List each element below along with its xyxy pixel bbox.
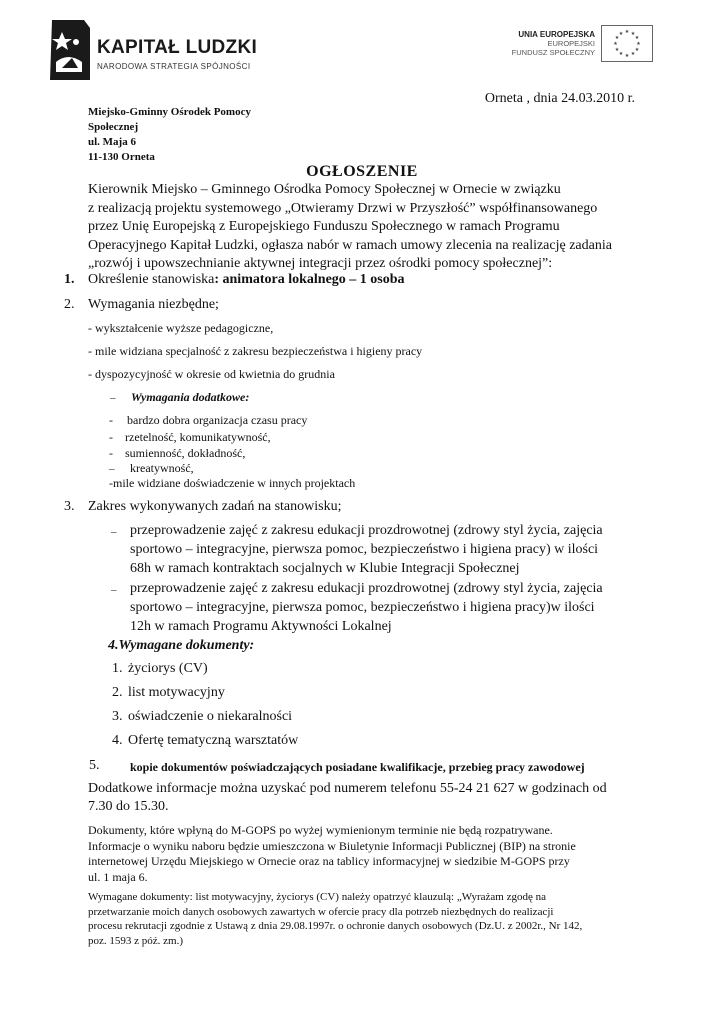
task-description — [130, 579, 639, 636]
document-item: list motywacyjny — [128, 685, 225, 700]
task-line: sportowo – integracyjne, pierwsza pomoc, bezpieczeństwo i higiena pracy) w ilości — [130, 542, 599, 557]
document-number: 2. — [112, 685, 123, 700]
item1-text — [88, 272, 405, 288]
intro-line: Kierownik Miejsko – Gminnego Ośrodka Pomocy Społecznej w Ornecie w związku — [88, 182, 561, 197]
item2-number: 2. — [64, 297, 75, 312]
document-item: Ofertę tematyczną warsztatów — [128, 733, 299, 748]
document-date: Orneta , dnia 24.03.2010 r. — [484, 91, 635, 106]
required-documents-title: 4.Wymagane dokumenty: — [108, 638, 255, 653]
item5-number: 5. — [89, 758, 100, 773]
eu-label-line2: EUROPEJSKI — [547, 39, 595, 48]
documents-note — [88, 823, 638, 885]
extra-bullet: - — [109, 430, 113, 444]
extra-bullet: - — [109, 413, 113, 427]
org-line: Społecznej — [88, 121, 139, 133]
svg-text:★: ★ — [614, 47, 620, 53]
note-line: ul. 1 maja 6. — [88, 869, 148, 884]
clause-line: przetwarzanie moich danych osobowych zawartych w ofercie pracy dla potrzeb niezbędnych do realizacji — [88, 905, 554, 918]
eu-label — [512, 30, 595, 57]
svg-text:★: ★ — [614, 35, 620, 41]
kapital-ludzki-title: KAPITAŁ LUDZKI — [97, 37, 258, 58]
clause-line: Wymagane dokumenty: list motywacyjny, życiorys (CV) należy opatrzyć klauzulą: „Wyrażam zgodę na — [88, 891, 546, 903]
svg-text:★: ★ — [634, 47, 640, 53]
task-line: sportowo – integracyjne, pierwsza pomoc, bezpieczeństwo i higiena pracy)w ilości — [130, 600, 595, 615]
note-line: Informacje o wyniku naboru będzie umieszczona w Biuletynie Informacji Publicznej (BIP) na stronie — [88, 838, 576, 853]
task-line: 68h w ramach kontraktach socjalnych w Klubie Integracji Społecznej — [130, 561, 520, 576]
extra-bullet: - — [109, 446, 113, 460]
document-number: 3. — [112, 709, 123, 724]
document-item: życiorys (CV) — [128, 661, 208, 676]
intro-paragraph — [88, 181, 637, 274]
svg-text:★: ★ — [618, 51, 624, 57]
task-description — [130, 521, 639, 578]
intro-line: przez Unię Europejską z Europejskiego Funduszu Społecznego w ramach Programu — [88, 219, 560, 234]
kapital-ludzki-subtitle: NARODOWA STRATEGIA SPÓJNOŚCI — [97, 62, 251, 71]
document-number: 4. — [112, 733, 123, 748]
contact-line: Dodatkowe informacje można uzyskać pod numerem telefonu 55-24 21 627 w godzinach od — [88, 781, 607, 796]
extra-requirement: kreatywność, — [130, 461, 194, 475]
svg-text:★: ★ — [634, 35, 640, 41]
org-line: ul. Maja 6 — [88, 136, 136, 148]
note-line: internetowej Urzędu Miejskiego w Ornecie oraz na tablicy informacyjnej w siedzibie M-GOPS przy — [88, 854, 570, 868]
contact-info — [88, 780, 638, 816]
item3-number: 3. — [64, 499, 75, 514]
svg-text:★: ★ — [636, 41, 641, 47]
document-heading: OGŁOSZENIE — [306, 163, 418, 180]
extra-requirement: -mile widziane doświadczenie w innych projektach — [109, 476, 356, 490]
task-line: przeprowadzenie zajęć z zakresu edukacji prozdrowotnej (zdrowy styl życia, zajęcia — [130, 581, 603, 596]
extra-requirement: sumienność, dokładność, — [125, 446, 246, 460]
svg-text:★: ★ — [630, 31, 636, 37]
eu-flag-icon — [601, 25, 653, 62]
item1-value: : animatora lokalnego – 1 osoba — [214, 272, 405, 287]
requirement: - wykształcenie wyższe pedagogiczne, — [88, 321, 274, 335]
extra-dash: – — [110, 392, 116, 404]
requirement: - mile widziana specjalność z zakresu bezpieczeństwa i higieny pracy — [88, 344, 423, 358]
organization-address — [88, 105, 251, 165]
item1-label: Określenie stanowiska — [88, 272, 215, 287]
extra-requirement: bardzo dobra organizacja czasu pracy — [127, 413, 308, 427]
note-line: Dokumenty, które wpłyną do M-GOPS po wyżej wymienionym terminie nie będą rozpatrywane. — [88, 823, 553, 837]
intro-line: z realizacją projektu systemowego „Otwieramy Drzwi w Przyszłość” współfinansowanego — [88, 200, 598, 216]
org-line: Miejsko-Gminny Ośrodek Pomocy — [88, 106, 251, 118]
item1-number: 1. — [64, 272, 75, 287]
extra-bullet: – — [109, 463, 115, 475]
eu-label-line3: FUNDUSZ SPOŁECZNY — [511, 48, 595, 57]
requirement: - dyspozycyjność w okresie od kwietnia do grudnia — [88, 367, 335, 381]
clause-line: procesu rekrutacji zgodnie z Ustawą z dnia 29.08.1997r. o ochronie danych osobowych (Dz.U. z 2002r., Nr 142, — [88, 920, 583, 932]
consent-clause — [88, 890, 638, 948]
org-line: 11-130 Orneta — [88, 151, 155, 163]
contact-line: 7.30 do 15.30. — [88, 799, 169, 814]
item2-label: Wymagania niezbędne; — [88, 297, 219, 312]
clause-line: poz. 1593 z póź. zm.) — [88, 934, 183, 947]
item3-label: Zakres wykonywanych zadań na stanowisku; — [88, 499, 342, 514]
document-item: oświadczenie o niekaralności — [128, 709, 293, 724]
task-line: 12h w ramach Programu Aktywności Lokalnej — [130, 619, 392, 634]
svg-text:★: ★ — [630, 51, 636, 57]
svg-text:★: ★ — [624, 29, 630, 35]
extra-requirement: rzetelność, komunikatywność, — [125, 430, 271, 444]
task-dash: – — [111, 526, 117, 538]
extra-requirements-title: Wymagania dodatkowe: — [131, 390, 250, 404]
svg-text:★: ★ — [613, 41, 618, 47]
task-line: przeprowadzenie zajęć z zakresu edukacji prozdrowotnej (zdrowy styl życia, zajęcia — [130, 523, 603, 538]
svg-text:★: ★ — [618, 31, 624, 37]
svg-text:★: ★ — [624, 53, 630, 59]
eu-label-line1: UNIA EUROPEJSKA — [518, 30, 595, 39]
task-dash: – — [111, 584, 117, 596]
intro-line: „rozwój i upowszechnianie aktywnej integracji przez ośrodki pomocy społecznej”: — [88, 256, 553, 271]
document-number: 1. — [112, 661, 123, 676]
item5-text: kopie dokumentów poświadczających posiadane kwalifikacje, przebieg pracy zawodowej — [130, 760, 585, 774]
intro-line: Operacyjnego Kapitał Ludzki, ogłasza nabór w ramach umowy zlecenia na realizację zadania — [88, 237, 612, 253]
